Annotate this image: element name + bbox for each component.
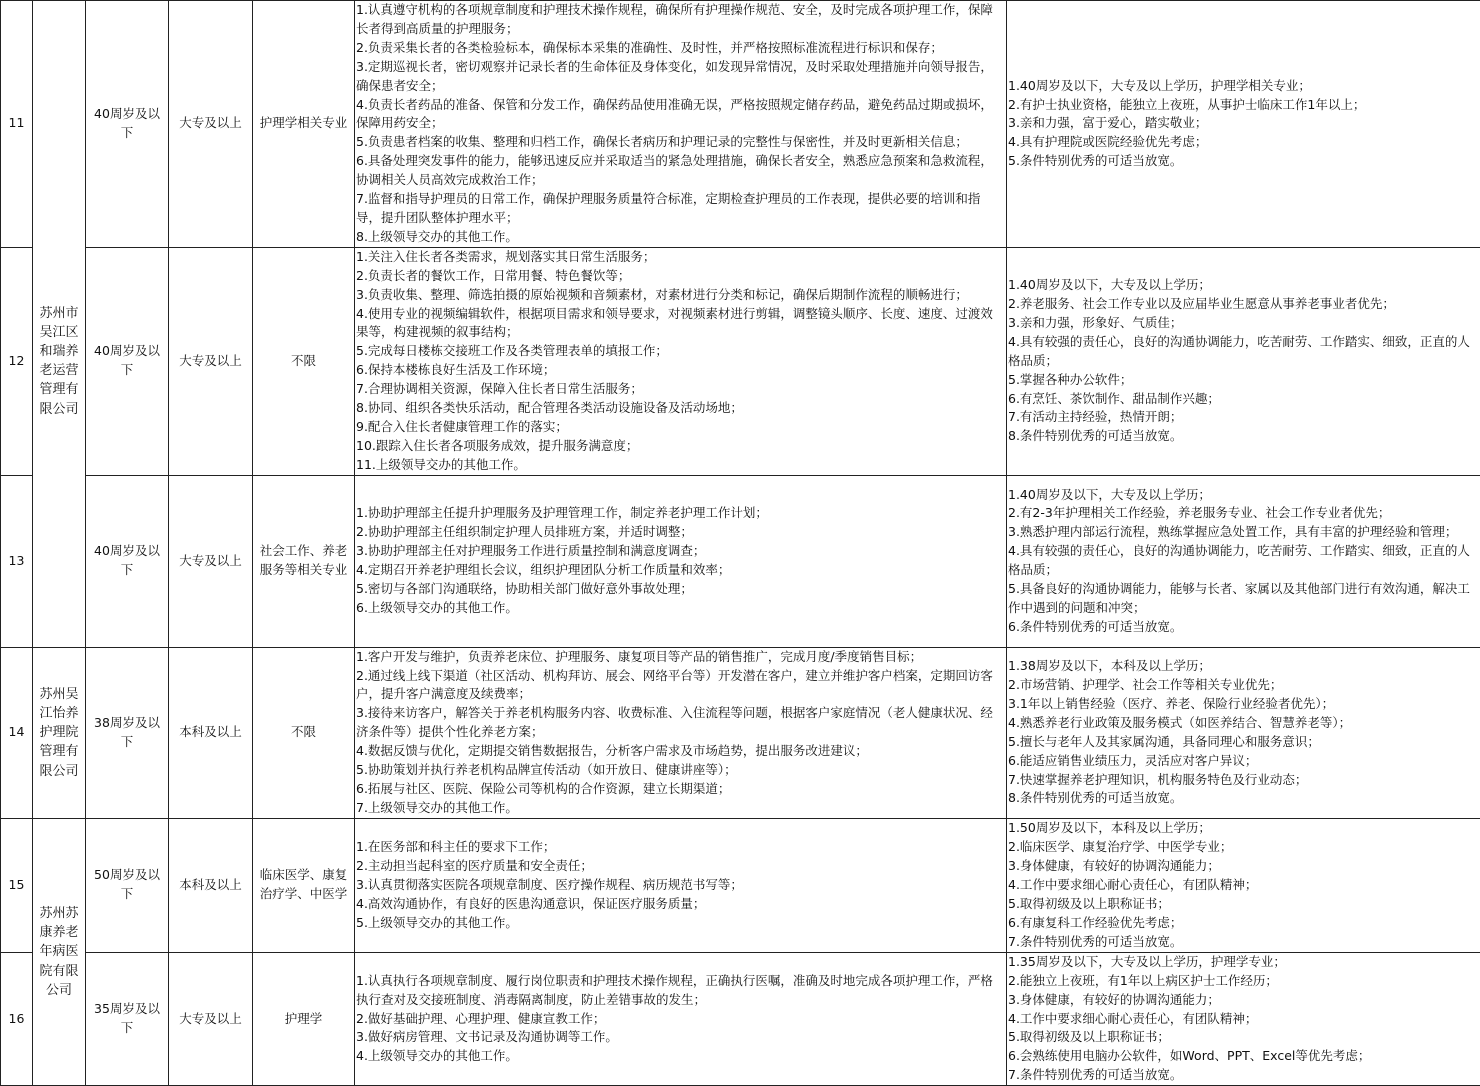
duty-item: 2.主动担当起科室的医疗质量和安全责任； xyxy=(356,857,1005,876)
row-number: 13 xyxy=(1,475,33,647)
education-requirement: 本科及以上 xyxy=(169,818,253,952)
duty-item: 1.客户开发与维护，负责养老床位、护理服务、康复项目等产品的销售推广，完成月度/季度销售目标； xyxy=(356,648,1005,667)
duty-item: 4.使用专业的视频编辑软件，根据项目需求和领导要求，对视频素材进行剪辑，调整镜头顺序、长度、速度、过渡效果等，构建视频的叙事结构； xyxy=(356,305,1005,343)
job-requirements xyxy=(1007,475,1480,647)
requirement-item: 3.身体健康，有较好的协调沟通能力； xyxy=(1008,991,1479,1010)
duty-item: 9.配合入住长者健康管理工作的落实； xyxy=(356,418,1005,437)
age-requirement: 50周岁及以下 xyxy=(86,818,169,952)
job-requirements xyxy=(1007,818,1480,952)
duty-item: 2.负责采集长者的各类检验标本，确保标本采集的准确性、及时性，并严格按照标准流程进行标识和保存； xyxy=(356,39,1005,58)
duty-item: 5.协助策划并执行养老机构品牌宣传活动（如开放日、健康讲座等）； xyxy=(356,761,1005,780)
requirement-item: 6.有康复科工作经验优先考虑； xyxy=(1008,914,1479,933)
job-duties xyxy=(355,1,1007,248)
duty-item: 3.定期巡视长者，密切观察并记录长者的生命体征及身体变化，如发现异常情况，及时采取处理措施并向领导报告，确保患者安全； xyxy=(356,58,1005,96)
duty-item: 6.上级领导交办的其他工作。 xyxy=(356,599,1005,618)
requirement-item: 5.取得初级及以上职称证书； xyxy=(1008,895,1479,914)
major-requirement: 护理学相关专业 xyxy=(253,1,355,248)
duty-item: 3.接待来访客户，解答关于养老机构服务内容、收费标准、入住流程等问题，根据客户家庭情况（老人健康状况、经济条件等）提供个性化养老方案； xyxy=(356,704,1005,742)
requirement-item: 4.具有护理院或医院经验优先考虑； xyxy=(1008,133,1479,152)
requirement-item: 1.38周岁及以下，本科及以上学历； xyxy=(1008,657,1479,676)
job-duties xyxy=(355,647,1007,818)
job-requirements xyxy=(1007,952,1480,1085)
requirement-item: 7.有活动主持经验，热情开朗； xyxy=(1008,408,1479,427)
requirement-item: 4.工作中要求细心耐心责任心，有团队精神； xyxy=(1008,876,1479,895)
table-row xyxy=(1,818,1480,952)
job-duties xyxy=(355,247,1007,475)
duty-item: 11.上级领导交办的其他工作。 xyxy=(356,456,1005,475)
table-row xyxy=(1,647,1480,818)
major-requirement: 护理学 xyxy=(253,952,355,1085)
duty-item: 5.上级领导交办的其他工作。 xyxy=(356,914,1005,933)
requirement-item: 1.50周岁及以下，本科及以上学历； xyxy=(1008,819,1479,838)
duty-item: 4.定期召开养老护理组长会议，组织护理团队分析工作质量和效率； xyxy=(356,561,1005,580)
requirement-item: 5.条件特别优秀的可适当放宽。 xyxy=(1008,152,1479,171)
requirement-item: 8.条件特别优秀的可适当放宽。 xyxy=(1008,789,1479,808)
duty-item: 4.高效沟通协作，有良好的医患沟通意识，保证医疗服务质量； xyxy=(356,895,1005,914)
duty-item: 4.上级领导交办的其他工作。 xyxy=(356,1047,1005,1066)
requirement-item: 1.40周岁及以下，大专及以上学历； xyxy=(1008,486,1479,505)
job-requirements xyxy=(1007,647,1480,818)
requirement-item: 5.具备良好的沟通协调能力，能够与长者、家属以及其他部门进行有效沟通，解决工作中遇到的问题和冲突； xyxy=(1008,580,1479,618)
requirement-item: 3.1年以上销售经验（医疗、养老、保险行业经验者优先）； xyxy=(1008,695,1479,714)
requirement-item: 2.养老服务、社会工作专业以及应届毕业生愿意从事养老事业者优先； xyxy=(1008,295,1479,314)
major-requirement: 不限 xyxy=(253,647,355,818)
requirement-item: 2.临床医学、康复治疗学、中医学专业； xyxy=(1008,838,1479,857)
requirement-item: 4.具有较强的责任心，良好的沟通协调能力，吃苦耐劳、工作踏实、细致，正直的人格品质； xyxy=(1008,333,1479,371)
requirement-item: 6.能适应销售业绩压力，灵活应对客户异议； xyxy=(1008,752,1479,771)
duty-item: 1.认真执行各项规章制度、履行岗位职责和护理技术操作规程，正确执行医嘱，准确及时地完成各项护理工作，严格执行查对及交接班制度、消毒隔离制度，防止差错事故的发生； xyxy=(356,972,1005,1010)
duty-item: 1.关注入住长者各类需求，规划落实其日常生活服务； xyxy=(356,248,1005,267)
requirement-item: 5.掌握各种办公软件； xyxy=(1008,371,1479,390)
duty-item: 2.负责长者的餐饮工作，日常用餐、特色餐饮等； xyxy=(356,267,1005,286)
row-number: 11 xyxy=(1,1,33,248)
age-requirement: 35周岁及以下 xyxy=(86,952,169,1085)
row-number: 15 xyxy=(1,818,33,952)
duty-item: 6.保持本楼栋良好生活及工作环境； xyxy=(356,361,1005,380)
job-duties xyxy=(355,818,1007,952)
requirement-item: 1.35周岁及以下，大专及以上学历，护理学专业； xyxy=(1008,953,1479,972)
major-requirement: 社会工作、养老服务等相关专业 xyxy=(253,475,355,647)
age-requirement: 40周岁及以下 xyxy=(86,475,169,647)
education-requirement: 本科及以上 xyxy=(169,647,253,818)
duty-item: 10.跟踪入住长者各项服务成效，提升服务满意度； xyxy=(356,437,1005,456)
age-requirement: 40周岁及以下 xyxy=(86,1,169,248)
requirement-item: 4.工作中要求细心耐心责任心，有团队精神； xyxy=(1008,1010,1479,1029)
duty-item: 3.认真贯彻落实医院各项规章制度、医疗操作规程、病历规范书写等； xyxy=(356,876,1005,895)
education-requirement: 大专及以上 xyxy=(169,247,253,475)
duty-item: 2.做好基础护理、心理护理、健康宣教工作； xyxy=(356,1010,1005,1029)
requirement-item: 2.有护士执业资格，能独立上夜班，从事护士临床工作1年以上； xyxy=(1008,96,1479,115)
duty-item: 3.做好病房管理、文书记录及沟通协调等工作。 xyxy=(356,1028,1005,1047)
requirement-item: 3.熟悉护理内部运行流程，熟练掌握应急处置工作，具有丰富的护理经验和管理； xyxy=(1008,523,1479,542)
job-duties xyxy=(355,475,1007,647)
duty-item: 7.合理协调相关资源，保障入住长者日常生活服务； xyxy=(356,380,1005,399)
company-name: 苏州市吴江区和瑞养老运营管理有限公司 xyxy=(33,247,86,475)
requirement-item: 2.能独立上夜班，有1年以上病区护士工作经历； xyxy=(1008,972,1479,991)
major-requirement: 不限 xyxy=(253,247,355,475)
table-row xyxy=(1,475,1480,647)
table-row xyxy=(1,952,1480,1085)
age-requirement: 38周岁及以下 xyxy=(86,647,169,818)
requirement-item: 6.条件特别优秀的可适当放宽。 xyxy=(1008,618,1479,637)
requirement-item: 2.市场营销、护理学、社会工作等相关专业优先； xyxy=(1008,676,1479,695)
duty-item: 4.负责长者药品的准备、保管和分发工作，确保药品使用准确无误，严格按照规定储存药品，避免药品过期或损坏，保障用药安全； xyxy=(356,96,1005,134)
job-requirements xyxy=(1007,247,1480,475)
row-number: 16 xyxy=(1,952,33,1085)
duty-item: 5.负责患者档案的收集、整理和归档工作，确保长者病历和护理记录的完整性与保密性，并及时更新相关信息； xyxy=(356,133,1005,152)
requirement-item: 5.擅长与老年人及其家属沟通，具备同理心和服务意识； xyxy=(1008,733,1479,752)
requirement-item: 3.亲和力强，形象好、气质佳； xyxy=(1008,314,1479,333)
requirement-item: 3.亲和力强，富于爱心，踏实敬业； xyxy=(1008,114,1479,133)
requirement-item: 5.取得初级及以上职称证书； xyxy=(1008,1028,1479,1047)
duty-item: 2.通过线上线下渠道（社区活动、机构拜访、展会、网络平台等）开发潜在客户，建立并维护客户档案，定期回访客户，提升客户满意度及续费率； xyxy=(356,667,1005,705)
education-requirement: 大专及以上 xyxy=(169,475,253,647)
requirement-item: 1.40周岁及以下，大专及以上学历； xyxy=(1008,276,1479,295)
duty-item: 3.负责收集、整理、筛选拍摄的原始视频和音频素材，对素材进行分类和标记，确保后期制作流程的顺畅进行； xyxy=(356,286,1005,305)
requirement-item: 4.熟悉养老行业政策及服务模式（如医养结合、智慧养老等）； xyxy=(1008,714,1479,733)
duty-item: 1.认真遵守机构的各项规章制度和护理技术操作规程，确保所有护理操作规范、安全，及时完成各项护理工作，保障长者得到高质量的护理服务； xyxy=(356,1,1005,39)
job-requirements xyxy=(1007,1,1480,248)
duty-item: 6.具备处理突发事件的能力，能够迅速反应并采取适当的紧急处理措施，确保长者安全，熟悉应急预案和急救流程，协调相关人员高效完成救治工作； xyxy=(356,152,1005,190)
duty-item: 2.协助护理部主任组织制定护理人员排班方案，并适时调整； xyxy=(356,523,1005,542)
duty-item: 8.上级领导交办的其他工作。 xyxy=(356,228,1005,247)
requirement-item: 8.条件特别优秀的可适当放宽。 xyxy=(1008,427,1479,446)
duty-item: 6.拓展与社区、医院、保险公司等机构的合作资源，建立长期渠道； xyxy=(356,780,1005,799)
duty-item: 5.密切与各部门沟通联络，协助相关部门做好意外事故处理； xyxy=(356,580,1005,599)
requirement-item: 7.条件特别优秀的可适当放宽。 xyxy=(1008,933,1479,952)
duty-item: 4.数据反馈与优化，定期提交销售数据报告，分析客户需求及市场趋势，提出服务改进建议； xyxy=(356,742,1005,761)
education-requirement: 大专及以上 xyxy=(169,1,253,248)
requirement-item: 4.具有较强的责任心，良好的沟通协调能力，吃苦耐劳、工作踏实、细致，正直的人格品质； xyxy=(1008,542,1479,580)
requirement-item: 3.身体健康，有较好的协调沟通能力； xyxy=(1008,857,1479,876)
requirement-item: 7.条件特别优秀的可适当放宽。 xyxy=(1008,1066,1479,1085)
table-row xyxy=(1,1,1480,248)
company-cell-empty xyxy=(33,1,86,248)
row-number: 12 xyxy=(1,247,33,475)
duty-item: 8.协同、组织各类快乐活动，配合管理各类活动设施设备及活动场地； xyxy=(356,399,1005,418)
education-requirement: 大专及以上 xyxy=(169,952,253,1085)
age-requirement: 40周岁及以下 xyxy=(86,247,169,475)
duty-item: 5.完成每日楼栋交接班工作及各类管理表单的填报工作； xyxy=(356,342,1005,361)
company-name: 苏州吴江怡养护理院管理有限公司 xyxy=(33,647,86,818)
duty-item: 7.上级领导交办的其他工作。 xyxy=(356,799,1005,818)
requirement-item: 1.40周岁及以下，大专及以上学历，护理学相关专业； xyxy=(1008,77,1479,96)
requirement-item: 7.快速掌握养老护理知识，机构服务特色及行业动态； xyxy=(1008,771,1479,790)
duty-item: 1.在医务部和科主任的要求下工作； xyxy=(356,838,1005,857)
requirement-item: 6.会熟练使用电脑办公软件，如Word、PPT、Excel等优先考虑； xyxy=(1008,1047,1479,1066)
table-row xyxy=(1,247,1480,475)
requirement-item: 2.有2-3年护理相关工作经验，养老服务专业、社会工作专业者优先； xyxy=(1008,504,1479,523)
major-requirement: 临床医学、康复治疗学、中医学 xyxy=(253,818,355,952)
duty-item: 3.协助护理部主任对护理服务工作进行质量控制和满意度调查； xyxy=(356,542,1005,561)
requirement-item: 6.有烹饪、茶饮制作、甜品制作兴趣； xyxy=(1008,390,1479,409)
duty-item: 1.协助护理部主任提升护理服务及护理管理工作，制定养老护理工作计划； xyxy=(356,504,1005,523)
company-name: 苏州苏康养老年病医院有限公司 xyxy=(33,818,86,1085)
company-cell-empty xyxy=(33,475,86,647)
duty-item: 7.监督和指导护理员的日常工作，确保护理服务质量符合标准，定期检查护理员的工作表现，提供必要的培训和指导，提升团队整体护理水平； xyxy=(356,190,1005,228)
job-duties xyxy=(355,952,1007,1085)
row-number: 14 xyxy=(1,647,33,818)
